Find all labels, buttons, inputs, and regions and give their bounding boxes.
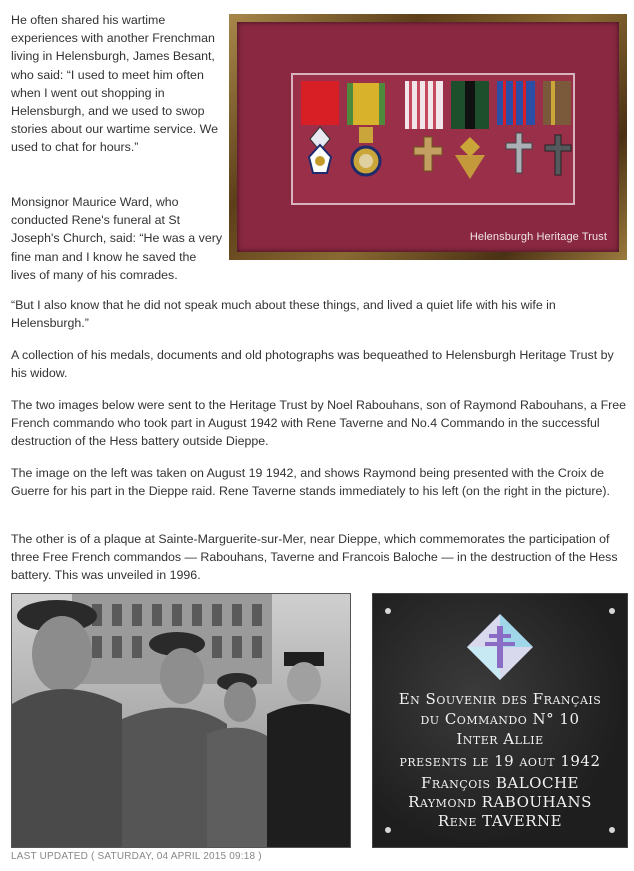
body-paragraph-3: “But I also know that he did not speak much about these things, and lived a quiet life with his wife in Helensburgh.”: [11, 298, 556, 331]
plaque-line-6: Raymond RABOUHANS: [408, 793, 592, 811]
plaque-line-5: François BALOCHE: [421, 774, 579, 792]
body-paragraph-5: The two images below were sent to the Heritage Trust by Noel Rabouhans, son of Raymond Rabouhans, a Free French commando who took part in August 1942 with Rene Taverne and No.4 Commando in the successful destruction of the Hess battery outside Dieppe.: [11, 398, 627, 449]
cross-of-lorraine-emblem: [467, 614, 533, 680]
memorial-plaque-photo: [372, 593, 628, 848]
body-paragraph-7: The other is of a plaque at Sainte-Marguerite-sur-Mer, near Dieppe, which commemorates the participation of three Free French commandos — Rabouhans, Taverne and Francois Baloche — in the destruction of the Hess battery. This was unveiled in 1996.: [11, 532, 618, 583]
body-paragraph-6: The image on the left was taken on August 19 1942, and shows Raymond being presented with the Croix de Guerre for his part in the Dieppe raid. Rene Taverne stands immediately to his left (on the right in the picture).: [11, 466, 610, 499]
plaque-line-3: Inter Allie: [456, 730, 544, 748]
plaque-line-4: presents le 19 aout 1942: [399, 752, 601, 770]
plaque-screw: [609, 608, 615, 614]
intro-paragraph-2: Monsignor Maurice Ward, who conducted Rene's funeral at St Joseph's Church, said: “He was a very fine man and I know he saved the lives of many of his comrades.: [11, 195, 223, 282]
body-paragraph-4: A collection of his medals, documents and old photographs was bequeathed to Helensburgh Heritage Trust by his widow.: [11, 348, 614, 381]
croix-de-guerre-photo: [11, 593, 351, 848]
image-caption: Helensburgh Heritage Trust: [469, 230, 607, 243]
medals-frame-image: [229, 14, 627, 260]
last-updated: LAST UPDATED ( SATURDAY, 04 APRIL 2015 09:18 ): [11, 851, 262, 862]
plaque-line-7: Rene TAVERNE: [437, 812, 563, 830]
medals-illustration: [293, 75, 573, 203]
plaque-screw: [385, 608, 391, 614]
plaque-line-1: En Souvenir des Français: [398, 690, 602, 708]
intro-paragraph-1: He often shared his wartime experiences with another Frenchman living in Helensburgh, James Besant, who said: “I used to meet him often when I went out shopping in Helensburgh, and we used to swop stories about our wartime service. We used to chat for hours.”: [11, 13, 219, 155]
plaque-line-2: du Commando N° 10: [420, 710, 580, 728]
